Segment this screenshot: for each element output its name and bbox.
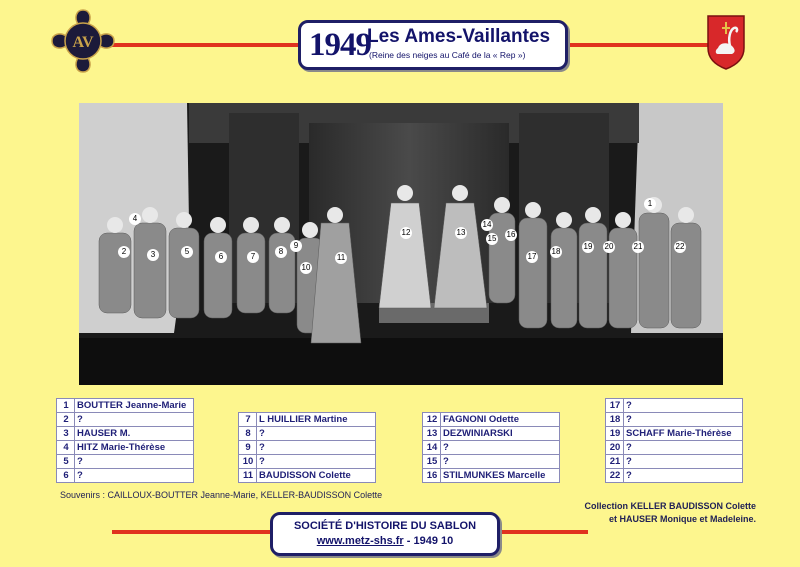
website-link[interactable]: www.metz-shs.fr (316, 535, 404, 547)
photo-label: 6 (215, 251, 227, 263)
photo-label: 11 (336, 253, 346, 262)
list-item: 8 ? (238, 426, 376, 440)
list-item: 9 ? (238, 440, 376, 454)
photo-label: 3 (147, 249, 159, 261)
names-column-2 (238, 412, 376, 483)
list-item: 2 ? (56, 412, 194, 426)
list-item: 18 ? (605, 412, 743, 426)
footer-line-right (494, 530, 588, 534)
list-item: 3 HAUSER M. (56, 426, 194, 440)
photo-label: 18 (551, 247, 561, 256)
footer-line-left (112, 530, 270, 534)
photo-label: 19 (583, 242, 593, 251)
photo-label: 17 (527, 252, 537, 261)
footer-box (270, 512, 500, 556)
photo-label: 22 (675, 242, 685, 251)
list-item: 21 ? (605, 454, 743, 468)
photo-label: 7 (247, 251, 259, 263)
title-box (298, 20, 568, 70)
photo-label: 16 (506, 230, 516, 239)
collection-credit (560, 500, 756, 526)
ames-vaillantes-logo-icon (50, 8, 116, 74)
photo-label: 4 (129, 213, 141, 225)
names-column-1 (56, 398, 194, 483)
collection-line-2: et HAUSER Monique et Madeleine. (608, 514, 756, 524)
header-line-right (562, 43, 708, 47)
footer-ref: - 1949 10 (403, 535, 454, 547)
header-line-left (112, 43, 298, 47)
photo-label: 21 (633, 242, 643, 251)
list-item: 15 ? (422, 454, 560, 468)
list-item: 5 ? (56, 454, 194, 468)
photo-label: 10 (301, 263, 311, 272)
list-item: 17 ? (605, 398, 743, 412)
names-column-4 (605, 398, 743, 483)
photo-label: 13 (456, 228, 466, 237)
list-item: 1 BOUTTER Jeanne-Marie (56, 398, 194, 412)
list-item: 12 FAGNONI Odette (422, 412, 560, 426)
list-item: 13 DEZWINIARSKI (422, 426, 560, 440)
photo-label: 20 (604, 242, 614, 251)
photo-label: 14 (482, 220, 492, 229)
photo-label: 12 (401, 228, 411, 237)
photo-label: 8 (275, 246, 287, 258)
logo-letters: AV (72, 34, 94, 51)
list-item: 4 HITZ Marie-Thérèse (56, 440, 194, 454)
page-title: Les Ames-Vaillantes (367, 26, 551, 47)
photo-label: 15 (487, 234, 497, 243)
list-item: 19 SCHAFF Marie-Thérèse (605, 426, 743, 440)
collection-line-1: Collection KELLER BAUDISSON Colette (584, 501, 756, 511)
photo-label: 9 (290, 240, 302, 252)
souvenirs-credit: Souvenirs : CAILLOUX-BOUTTER Jeanne-Marie, KELLER-BAUDISSON Colette (60, 490, 383, 500)
list-item: 20 ? (605, 440, 743, 454)
list-item: 6 ? (56, 468, 194, 483)
swan-coat-of-arms-icon (706, 14, 746, 70)
photo-label: 5 (181, 246, 193, 258)
list-item: 7 L HUILLIER Martine (238, 412, 376, 426)
page-subtitle: (Reine des neiges au Café de la « Rep ») (369, 50, 526, 60)
photo-label: 1 (644, 198, 656, 210)
list-item: 16 STILMUNKES Marcelle (422, 468, 560, 483)
photo-label: 2 (118, 246, 130, 258)
list-item: 14 ? (422, 440, 560, 454)
footer-org: SOCIÉTÉ D'HISTOIRE DU SABLON (293, 520, 477, 532)
list-item: 10 ? (238, 454, 376, 468)
stage-group-photo (79, 103, 723, 385)
names-column-3 (422, 412, 560, 483)
title-year: 1949 (309, 27, 371, 63)
list-item: 22 ? (605, 468, 743, 483)
footer-line (273, 535, 497, 547)
list-item: 11 BAUDISSON Colette (238, 468, 376, 483)
